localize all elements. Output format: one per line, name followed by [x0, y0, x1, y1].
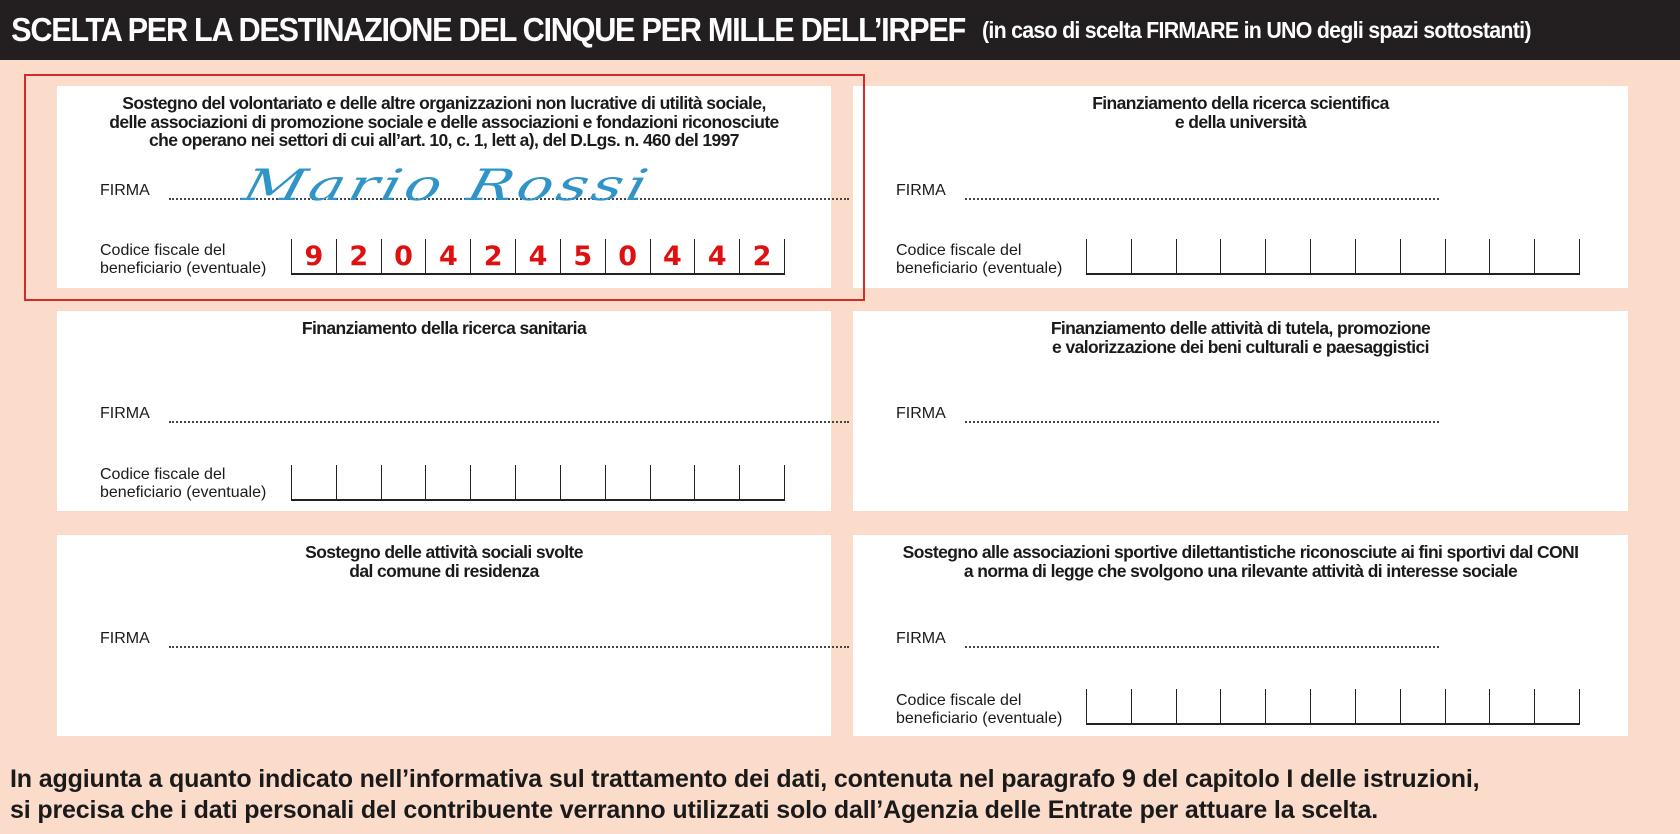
firma-label: FIRMA	[896, 405, 946, 422]
codice-fiscale-cell[interactable]	[1355, 239, 1400, 273]
firma-label: FIRMA	[100, 405, 150, 422]
selection-highlight	[24, 74, 865, 301]
firma-label: FIRMA	[100, 630, 150, 647]
firma-line[interactable]	[965, 421, 1439, 423]
codice-fiscale-cell[interactable]	[381, 465, 426, 499]
codice-fiscale-cell[interactable]	[291, 465, 336, 499]
codice-fiscale-cell[interactable]	[1176, 689, 1221, 723]
codice-fiscale-cell[interactable]	[1220, 239, 1265, 273]
firma-label: FIRMA	[896, 182, 946, 199]
codice-fiscale-cell[interactable]	[515, 465, 560, 499]
privacy-notice: In aggiunta a quanto indicato nell’informativa sul trattamento dei dati, contenuta nel paragrafo 9 del capitolo I delle istruzioni, si precisa che i dati personali del contribuente verranno utilizzati solo dall’Agenzia delle Entrate per attuare la scelta.	[10, 765, 1480, 824]
box-comune-residenza	[57, 535, 831, 736]
box-title: Sostegno delle attività sociali svolte dal comune di residenza	[305, 542, 583, 581]
codice-fiscale-cell[interactable]	[1131, 689, 1176, 723]
box-title: Sostegno del volontariato e delle altre organizzazioni non lucrative di utilità sociale, delle associazioni di promozione sociale e delle associazioni e fondazioni riconosciute che operano nei settori di cui all’art. 10, c. 1, lett a), del D.Lgs. n. 460 del 1997	[109, 93, 779, 150]
codice-fiscale-digit[interactable]: 4	[650, 239, 695, 273]
codice-fiscale-label: Codice fiscale del beneficiario (eventuale)	[896, 242, 1063, 277]
codice-fiscale-digit[interactable]: 2	[336, 239, 381, 273]
form-header	[0, 0, 1680, 60]
box-title: Finanziamento della ricerca sanitaria	[301, 318, 587, 338]
codice-fiscale-cell[interactable]	[470, 465, 515, 499]
box-beni-culturali	[853, 311, 1628, 511]
codice-fiscale-cell[interactable]	[650, 465, 695, 499]
codice-fiscale-cell[interactable]	[1355, 689, 1400, 723]
codice-fiscale-cell[interactable]	[1400, 239, 1445, 273]
codice-fiscale-cell[interactable]	[605, 465, 650, 499]
box-ricerca-sanitaria	[57, 311, 831, 511]
box-ricerca-scientifica	[853, 86, 1628, 288]
codice-fiscale-digit[interactable]: 5	[560, 239, 605, 273]
codice-fiscale-input[interactable]	[1086, 239, 1580, 275]
form-instruction: (in caso di scelta FIRMARE in UNO degli spazi sottostanti)	[981, 16, 1531, 43]
firma-line[interactable]	[965, 198, 1439, 200]
codice-fiscale-digit[interactable]: 4	[425, 239, 470, 273]
codice-fiscale-cell[interactable]	[1310, 239, 1355, 273]
codice-fiscale-label: Codice fiscale del beneficiario (eventuale)	[896, 692, 1063, 727]
codice-fiscale-label: Codice fiscale del beneficiario (eventuale)	[100, 242, 267, 277]
codice-fiscale-cell[interactable]	[1534, 689, 1580, 723]
box-associazioni-sportive	[853, 535, 1628, 736]
codice-fiscale-cell[interactable]	[1086, 689, 1131, 723]
firma-label: FIRMA	[100, 182, 150, 199]
codice-fiscale-cell[interactable]	[1489, 689, 1534, 723]
codice-fiscale-cell[interactable]	[1310, 689, 1355, 723]
firma-line[interactable]	[169, 646, 849, 648]
codice-fiscale-cell[interactable]	[1534, 239, 1580, 273]
codice-fiscale-cell[interactable]	[1176, 239, 1221, 273]
codice-fiscale-digit[interactable]: 9	[291, 239, 336, 273]
codice-fiscale-input[interactable]	[1086, 689, 1580, 725]
codice-fiscale-digit[interactable]: 0	[605, 239, 650, 273]
codice-fiscale-cell[interactable]	[1265, 689, 1310, 723]
codice-fiscale-label: Codice fiscale del beneficiario (eventuale)	[100, 466, 267, 501]
codice-fiscale-cell[interactable]	[336, 465, 381, 499]
codice-fiscale-cell[interactable]	[1086, 239, 1131, 273]
codice-fiscale-cell[interactable]	[560, 465, 605, 499]
codice-fiscale-cell[interactable]	[1131, 239, 1176, 273]
codice-fiscale-cell[interactable]	[694, 465, 739, 499]
codice-fiscale-cell[interactable]	[1265, 239, 1310, 273]
codice-fiscale-cell[interactable]	[425, 465, 470, 499]
codice-fiscale-digit[interactable]: 4	[694, 239, 739, 273]
codice-fiscale-cell[interactable]	[1445, 239, 1490, 273]
form-title: SCELTA PER LA DESTINAZIONE DEL CINQUE PER MILLE DELL’IRPEF	[11, 11, 965, 48]
codice-fiscale-cell[interactable]	[1220, 689, 1265, 723]
firma-line[interactable]	[169, 421, 849, 423]
handwritten-signature: Mario Rossi	[238, 160, 657, 211]
codice-fiscale-digit[interactable]: 2	[739, 239, 785, 273]
box-title: Finanziamento della ricerca scientifica e della università	[1092, 93, 1389, 132]
codice-fiscale-digit[interactable]: 0	[381, 239, 426, 273]
firma-line[interactable]	[965, 646, 1439, 648]
box-title: Finanziamento delle attività di tutela, promozione e valorizzazione dei beni culturali e paesaggistici	[1050, 318, 1431, 357]
firma-label: FIRMA	[896, 630, 946, 647]
codice-fiscale-cell[interactable]	[1489, 239, 1534, 273]
codice-fiscale-input[interactable]	[291, 465, 785, 501]
codice-fiscale-cell[interactable]	[1400, 689, 1445, 723]
codice-fiscale-cell[interactable]	[739, 465, 785, 499]
box-title: Sostegno alle associazioni sportive dilettantistiche riconosciute ai fini sportivi dal CONI a norma di legge che svolgono una rilevante attività di interesse sociale	[902, 542, 1579, 581]
codice-fiscale-digit[interactable]: 4	[515, 239, 560, 273]
codice-fiscale-digit[interactable]: 2	[470, 239, 515, 273]
codice-fiscale-cell[interactable]	[1445, 689, 1490, 723]
